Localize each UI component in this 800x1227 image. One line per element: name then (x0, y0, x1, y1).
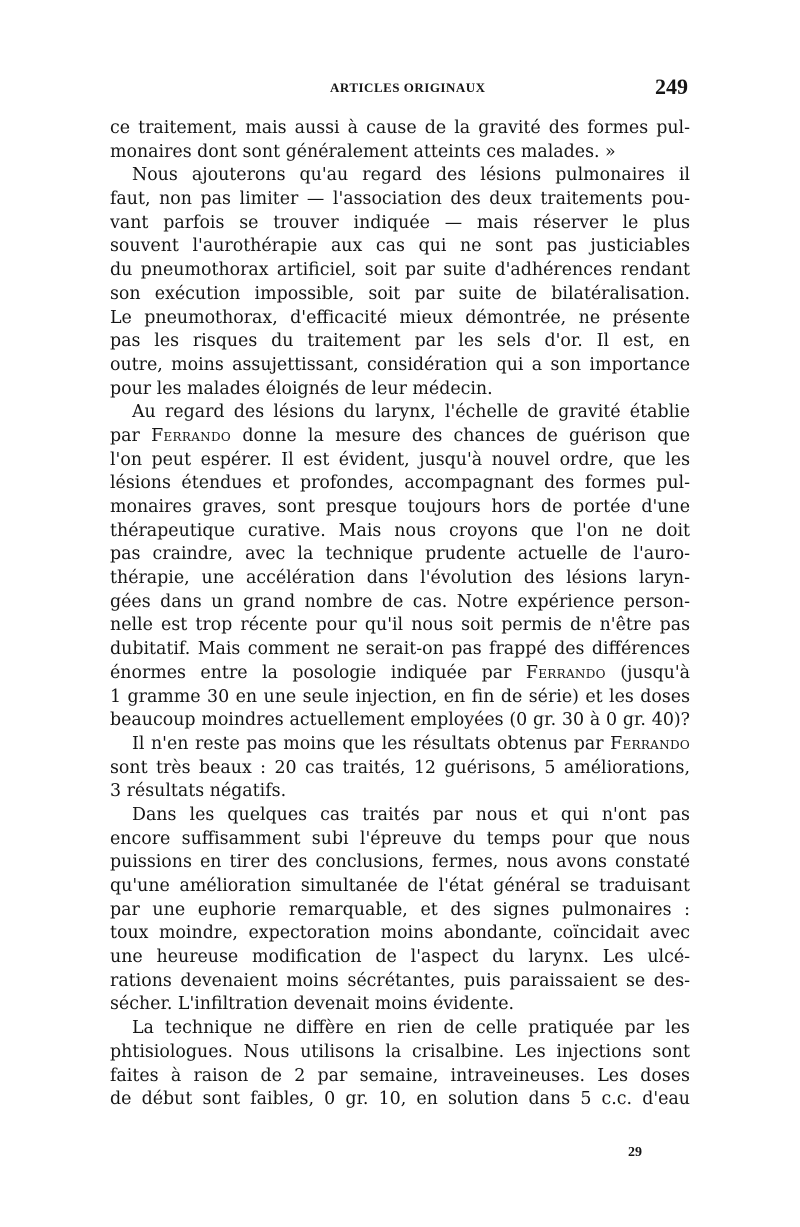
article-body (110, 117, 690, 1112)
text-line: rations devenaient moins sécrétantes, puis paraissaient se des- (110, 970, 690, 991)
text-line: Nous ajouterons qu'au regard des lésions pulmonaires il (132, 165, 690, 186)
text-line: monaires graves, sont presque toujours hors de portée d'une (110, 497, 690, 517)
text-line: encore suffisamment subi l'épreuve du temps pour que nous (110, 828, 690, 849)
text-fragment: par (110, 425, 140, 446)
text-line: nelle est trop récente pour qu'il nous soit permis de n'être pas (110, 615, 690, 636)
text-line: thérapeutique curative. Mais nous croyons que l'on ne doit (110, 520, 690, 541)
page-header (110, 72, 690, 102)
text-line: vant parfois se trouver indiquée — mais réserver le plus (110, 212, 690, 233)
text-line: 3 résultats négatifs. (110, 781, 287, 802)
author-name: Ferrando (610, 733, 690, 754)
text-line: du pneumothorax artificiel, soit par suite d'adhérences rendant (110, 260, 690, 281)
text-line-with-author (110, 662, 690, 686)
text-line: thérapie, une accélération dans l'évolution des lésions laryn- (110, 568, 690, 589)
text-fragment: Il n'en reste pas moins que les résultats obtenus par (132, 733, 604, 754)
text-line: une heureuse modification de l'aspect du larynx. Les ulcé- (110, 947, 690, 968)
text-line: qu'une amélioration simultanée de l'état général se traduisant (110, 876, 690, 896)
text-fragment: (jusqu'à (620, 662, 690, 683)
text-line: souvent l'aurothérapie aux cas qui ne sont pas justiciables (110, 236, 690, 257)
text-line: La technique ne diffère en rien de celle pratiquée par les (132, 1018, 690, 1039)
text-line: faites à raison de 2 par semaine, intraveineuses. Les doses (110, 1065, 690, 1086)
text-line: faut, non pas limiter — l'association des deux traitements pou- (110, 189, 690, 210)
text-line: Le pneumothorax, d'efficacité mieux démontrée, ne présente (110, 307, 690, 328)
text-line: Au regard des lésions du larynx, l'échelle de gravité établie (132, 402, 690, 423)
text-line: son exécution impossible, soit par suite de bilatéralisation. (110, 283, 690, 304)
text-line: de début sont faibles, 0 gr. 10, en solution dans 5 c.c. d'eau (110, 1089, 690, 1110)
text-fragment: donne la mesure des chances de guérison que (242, 425, 690, 446)
text-line: outre, moins assujettissant, considération qui a son importance (110, 354, 690, 375)
text-line: pour les malades éloignés de leur médecin. (110, 378, 493, 399)
text-line-with-author (110, 425, 690, 449)
text-line: lésions étendues et profondes, accompagnant des formes pul- (110, 473, 690, 494)
text-line: 1 gramme 30 en une seule injection, en fin de série) et les doses (110, 686, 690, 707)
text-line: sécher. L'infiltration devenait moins évidente. (110, 994, 515, 1015)
text-line: toux moindre, expectoration moins abondante, coïncidait avec (110, 923, 690, 944)
text-line: monaires dont sont généralement atteints ces malades. » (110, 141, 616, 162)
text-line: l'on peut espérer. Il est évident, jusqu'à nouvel ordre, que les (110, 449, 690, 470)
running-title: ARTICLES ORIGINAUX (330, 80, 486, 95)
text-fragment: énormes entre la posologie indiquée par (110, 662, 512, 683)
text-line: Dans les quelques cas traités par nous et qui n'ont pas (132, 804, 690, 825)
text-line: sont très beaux : 20 cas traités, 12 guérisons, 5 améliorations, (110, 757, 690, 778)
text-line: ce traitement, mais aussi à cause de la gravité des formes pul- (110, 118, 690, 138)
text-line: pas les risques du traitement par les sels d'or. Il est, en (110, 331, 690, 352)
text-line: pas craindre, avec la technique prudente actuelle de l'auro- (110, 544, 690, 565)
text-line: par une euphorie remarquable, et des signes pulmonaires : (110, 899, 690, 920)
text-line: beaucoup moindres actuellement employées (0 gr. 30 à 0 gr. 40)? (110, 710, 690, 731)
page-number: 249 (655, 74, 688, 99)
text-line: puissions en tirer des conclusions, fermes, nous avons constaté (110, 852, 690, 873)
text-line-with-author (110, 733, 690, 757)
author-name: Ferrando (525, 662, 606, 683)
text-line: gées dans un grand nombre de cas. Notre expérience person- (110, 591, 690, 612)
author-name: Ferrando (151, 425, 232, 446)
text-line: dubitatif. Mais comment ne serait-on pas frappé des différences (110, 639, 690, 660)
text-line: phtisiologues. Nous utilisons la crisalbine. Les injections sont (110, 1041, 690, 1062)
signature-mark: 29 (628, 1145, 642, 1160)
